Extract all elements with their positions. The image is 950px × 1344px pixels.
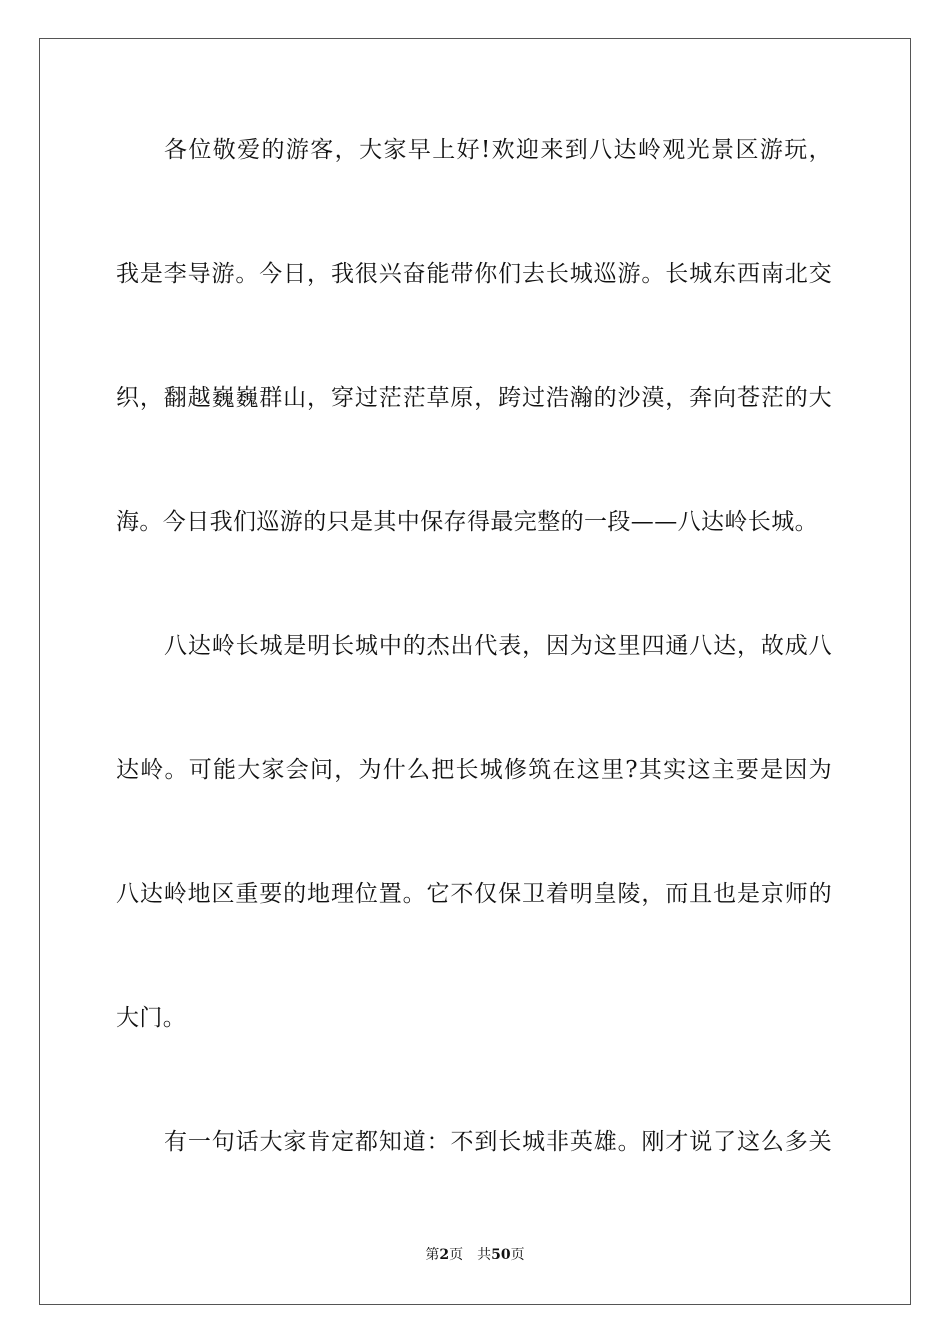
paragraph-1-line-2: 我是李导游。今日，我很兴奋能带你们去长城巡游。长城东西南北交 — [116, 261, 832, 287]
current-page-number: 2 — [439, 1247, 450, 1263]
page-prefix: 第 — [425, 1247, 440, 1263]
total-prefix: 共 — [477, 1247, 492, 1263]
paragraph-2-line-3: 八达岭地区重要的地理位置。它不仅保卫着明皇陵，而且也是京师的 — [116, 881, 832, 907]
paragraph-2-line-2: 达岭。可能大家会问，为什么把长城修筑在这里?其实这主要是因为 — [116, 757, 832, 783]
total-page-count: 50 — [491, 1247, 511, 1263]
paragraph-1-line-3: 织，翻越巍巍群山，穿过茫茫草原，跨过浩瀚的沙漠，奔向苍茫的大 — [116, 385, 832, 411]
paragraph-3-line-1: 有一句话大家肯定都知道：不到长城非英雄。刚才说了这么多关 — [164, 1129, 832, 1155]
page-suffix: 页 — [449, 1247, 464, 1263]
paragraph-2-line-1: 八达岭长城是明长城中的杰出代表，因为这里四通八达，故成八 — [164, 633, 832, 659]
total-suffix: 页 — [510, 1247, 525, 1263]
paragraph-1-line-1: 各位敬爱的游客，大家早上好!欢迎来到八达岭观光景区游玩， — [164, 137, 832, 163]
paragraph-1-line-4: 海。今日我们巡游的只是其中保存得最完整的一段——八达岭长城。 — [116, 509, 818, 535]
paragraph-2-line-4: 大门。 — [116, 1005, 187, 1031]
page-indicator — [0, 1246, 950, 1264]
page-border — [39, 38, 911, 1305]
